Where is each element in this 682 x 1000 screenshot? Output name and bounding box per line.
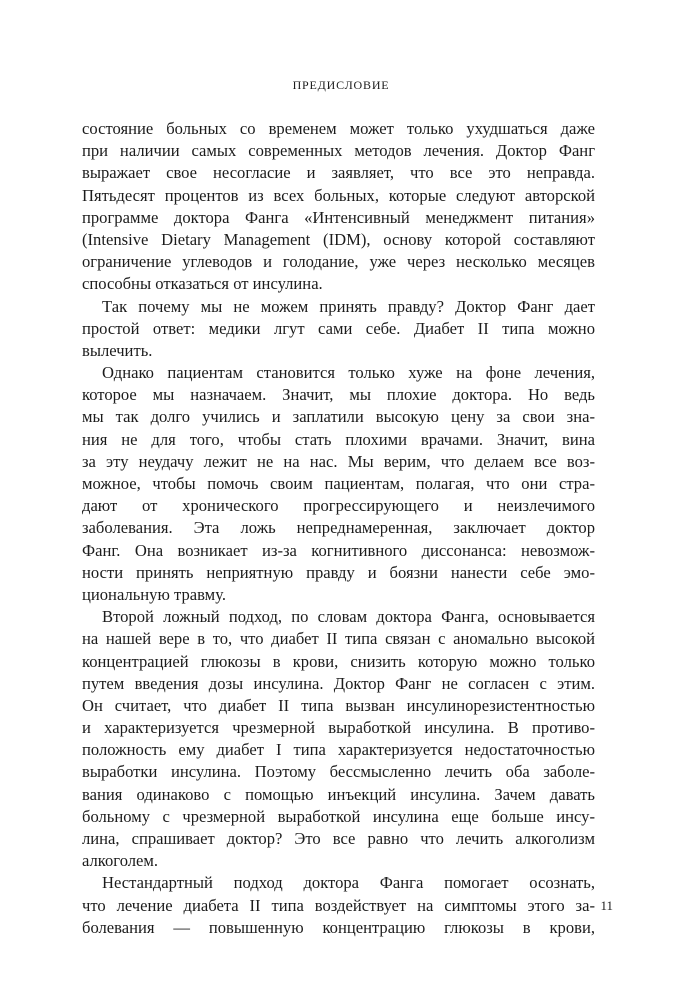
text-line: вылечить.	[82, 340, 153, 360]
text-line: выражает свое несогласие и заявляет, что все это неправда.	[82, 163, 595, 183]
text-line: вания одинаково с помощью инъекций инсулина. Зачем давать	[82, 784, 595, 804]
text-line: Фанг. Она возникает из-за когнитивного диссонанса: невозмож-	[82, 540, 595, 560]
text-line: состояние больных со временем может только ухудшаться даже	[82, 119, 595, 138]
text-line: циональную травму.	[82, 584, 226, 604]
text-line: на нашей вере в то, что диабет II типа связан с аномально высокой	[82, 629, 595, 649]
text-line: можное, чтобы помочь своим пациентам, полагая, что они стра-	[82, 474, 595, 493]
text-line: Нестандартный подход доктора Фанга помогает осознать,	[102, 873, 595, 893]
page-number: 11	[600, 898, 613, 913]
text-line: мы так долго учились и заплатили высокую цену за свои зна-	[82, 407, 595, 427]
text-line: за эту неудачу лежит не на нас. Мы верим, что делаем все воз-	[82, 451, 595, 471]
text-line: способны отказаться от инсулина.	[82, 274, 323, 294]
text-line: Он считает, что диабет II типа вызван инсулинорезистентностью	[82, 695, 595, 715]
text-line: путем введения дозы инсулина. Доктор Фанг не согласен с этим.	[82, 673, 595, 693]
text-line: болевания — повышенную концентрацию глюкозы в крови,	[82, 917, 595, 937]
text-line: программе доктора Фанга «Интенсивный менеджмент питания»	[82, 207, 595, 227]
text-line: ния не для того, чтобы стать плохими врачами. Значит, вина	[82, 429, 595, 449]
text-line: простой ответ: медики лгут сами себе. Диабет II типа можно	[82, 318, 595, 338]
body-text	[82, 118, 595, 939]
text-line: больному с чрезмерной выработкой инсулина еще больше инсу-	[82, 806, 595, 826]
text-line: Однако пациентам становится только хуже на фоне лечения,	[102, 363, 595, 383]
text-line: и характеризуется чрезмерной выработкой инсулина. В противо-	[82, 718, 595, 738]
text-line: концентрацией глюкозы в крови, снизить которую можно только	[82, 651, 595, 671]
text-line: алкоголем.	[82, 851, 159, 871]
text-line: ограничение углеводов и голодание, уже через несколько месяцев	[82, 252, 595, 272]
text-line: заболевания. Эта ложь непреднамеренная, заключает доктор	[82, 518, 595, 538]
text-line: Так почему мы не можем принять правду? Доктор Фанг дает	[102, 296, 595, 316]
text-line: дают от хронического прогрессирующего и неизлечимого	[82, 496, 595, 516]
text-line: Пятьдесят процентов из всех больных, которые следуют авторской	[82, 185, 595, 205]
running-head: ПРЕДИСЛОВИЕ	[292, 78, 390, 92]
text-line: лина, спрашивает доктор? Это все равно что лечить алкоголизм	[82, 829, 595, 848]
text-line: выработки инсулина. Поэтому бессмысленно лечить оба заболе-	[82, 762, 595, 782]
text-line: (Intensive Dietary Management (IDM), основу которой составляют	[82, 229, 595, 249]
text-line: которое мы назначаем. Значит, мы плохие доктора. Но ведь	[82, 385, 595, 405]
text-line: Второй ложный подход, по словам доктора Фанга, основывается	[102, 607, 595, 627]
text-line: что лечение диабета II типа воздействует на симптомы этого за-	[82, 895, 595, 915]
text-line: при наличии самых современных методов лечения. Доктор Фанг	[82, 141, 595, 161]
text-line: положность ему диабет I типа характеризуется недостаточностью	[82, 740, 595, 760]
text-line: ности принять неприятную правду и боязни нанести себе эмо-	[82, 562, 595, 582]
